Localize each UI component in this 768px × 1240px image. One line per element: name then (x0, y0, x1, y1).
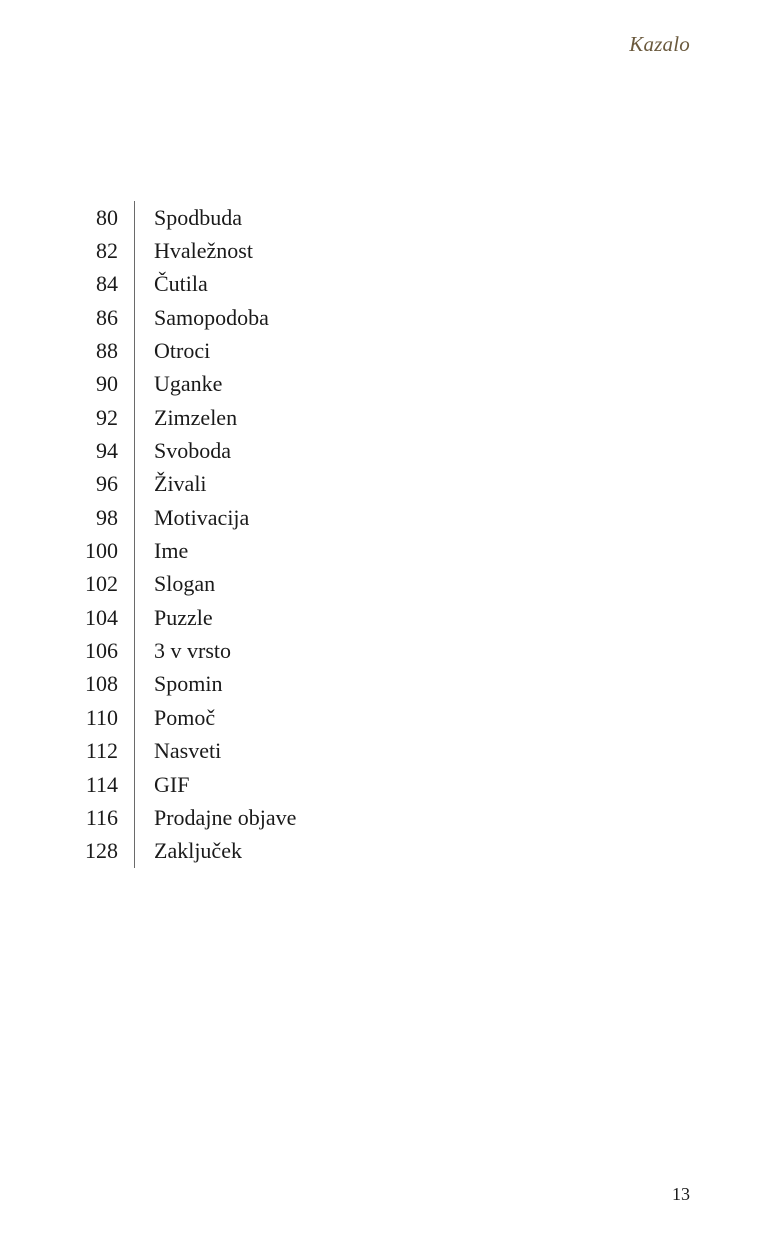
toc-entry (60, 601, 460, 634)
toc-entry-page: 96 (96, 471, 118, 497)
toc-entry-page: 82 (96, 238, 118, 264)
table-of-contents (60, 201, 460, 868)
toc-entry-title: Uganke (154, 371, 223, 397)
toc-entry-page: 80 (96, 204, 118, 230)
toc-entry-title: Nasveti (154, 738, 222, 764)
toc-entry-title: Svoboda (154, 438, 231, 464)
toc-entry-title: Hvaležnost (154, 238, 253, 264)
toc-entry (60, 434, 460, 467)
toc-entry-page: 90 (96, 371, 118, 397)
toc-entry (60, 668, 460, 701)
toc-entry (60, 835, 460, 868)
toc-entry (60, 568, 460, 601)
toc-entry-page: 106 (85, 638, 118, 664)
toc-entry (60, 768, 460, 801)
toc-entry-title: Samopodoba (154, 304, 269, 330)
toc-entry-title: Otroci (154, 338, 211, 364)
toc-entry-page: 108 (85, 671, 118, 697)
toc-entry-page: 92 (96, 404, 118, 430)
toc-entry (60, 468, 460, 501)
toc-entry-page: 98 (96, 504, 118, 530)
toc-entry-page: 88 (96, 338, 118, 364)
toc-entry (60, 801, 460, 834)
toc-entry-title: GIF (154, 771, 190, 797)
toc-entry-page: 128 (85, 838, 118, 864)
page-number: 13 (672, 1184, 690, 1204)
toc-entry-title: Zimzelen (154, 404, 238, 430)
toc-entry (60, 234, 460, 267)
toc-entry (60, 701, 460, 734)
toc-entry-page: 94 (96, 438, 118, 464)
toc-entry (60, 201, 460, 234)
toc-entry-title: Pomoč (154, 704, 216, 730)
toc-entry-title: Ime (154, 538, 189, 564)
toc-entry-title: Spodbuda (154, 204, 242, 230)
toc-entry-title: Motivacija (154, 504, 250, 530)
toc-entry (60, 268, 460, 301)
toc-entry-page: 102 (85, 571, 118, 597)
toc-entry (60, 401, 460, 434)
toc-entry (60, 301, 460, 334)
toc-entry-title: Spomin (154, 671, 223, 697)
toc-entry (60, 634, 460, 667)
toc-entry (60, 368, 460, 401)
toc-entry-title: Prodajne objave (154, 804, 297, 830)
toc-entry-title: Zaključek (154, 838, 242, 864)
toc-entry-title: Puzzle (154, 604, 213, 630)
toc-entry-title: Čutila (154, 271, 208, 297)
toc-entry-page: 114 (85, 771, 118, 797)
toc-entry (60, 334, 460, 367)
toc-entry-title: 3 v vrsto (154, 638, 231, 664)
toc-entry-page: 116 (85, 804, 118, 830)
toc-entry (60, 735, 460, 768)
toc-entry-page: 100 (85, 538, 118, 564)
toc-divider-line (134, 201, 135, 868)
toc-entries (60, 201, 460, 868)
toc-entry-page: 110 (85, 704, 118, 730)
toc-entry-page: 84 (96, 271, 118, 297)
toc-entry-title: Slogan (154, 571, 216, 597)
toc-entry (60, 534, 460, 567)
toc-entry (60, 501, 460, 534)
toc-entry-title: Živali (154, 471, 207, 497)
toc-entry-page: 104 (85, 604, 118, 630)
toc-entry-page: 112 (85, 738, 118, 764)
running-header: Kazalo (629, 32, 690, 56)
toc-entry-page: 86 (96, 304, 118, 330)
